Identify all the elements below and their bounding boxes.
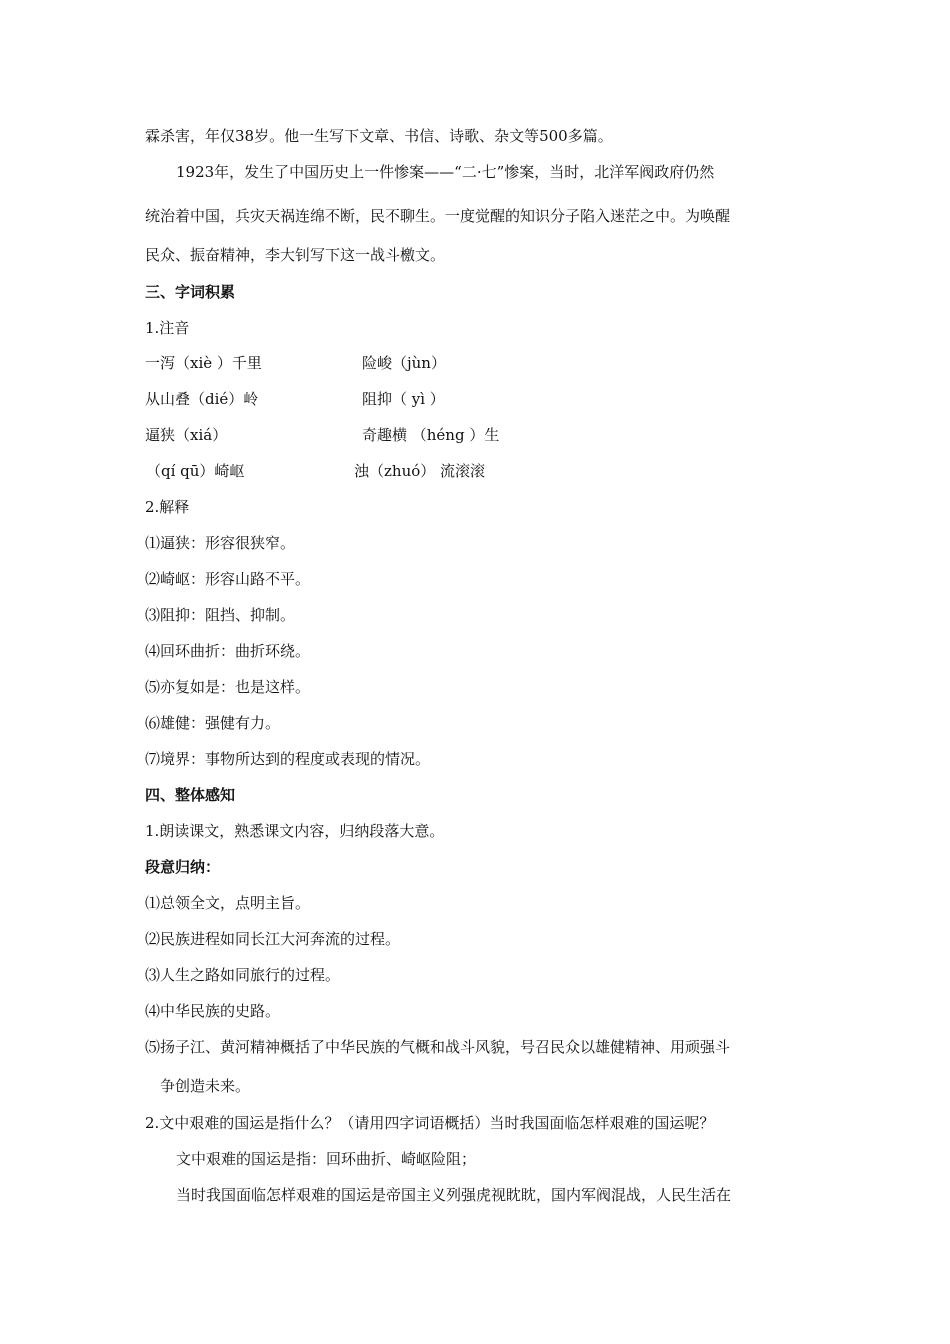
definition-item: ⑺境界：事物所达到的程度或表现的情况。 (145, 750, 431, 768)
pinyin-item: 从山叠（dié）岭 (145, 390, 259, 408)
definition-item: ⑶阻抑：阻挡、抑制。 (145, 606, 296, 624)
pinyin-item: 奇趣横 （héng ）生 (362, 426, 500, 444)
definition-item: ⑹雄健：强健有力。 (145, 714, 281, 732)
section-heading-vocabulary: 三、字词积累 (145, 283, 236, 301)
summary-item: ⑷中华民族的史路。 (145, 1002, 281, 1020)
pinyin-item: 逼狭（xiá） (145, 426, 228, 444)
definition-item: ⑴逼狭：形容很狭窄。 (145, 534, 296, 552)
definition-item: ⑸亦复如是：也是这样。 (145, 678, 311, 696)
pinyin-item: 险峻（jùn） (362, 354, 446, 372)
answer-2-line-2: 当时我国面临怎样艰难的国运是帝国主义列强虎视眈眈，国内军阀混战，人民生活在 (176, 1186, 732, 1204)
subheading-explanation: 2.解释 (145, 498, 190, 516)
pinyin-item: （qí qū）崎岖 (146, 462, 245, 480)
background-paragraph-line-3: 民众、振奋精神，李大钊写下这一战斗檄文。 (145, 246, 446, 264)
bio-paragraph-line: 霖杀害，年仅38岁。他一生写下文章、书信、诗歌、杂文等500多篇。 (145, 127, 613, 145)
background-paragraph-line-2: 统治着中国，兵灾天祸连绵不断，民不聊生。一度觉醒的知识分子陷入迷茫之中。为唤醒 (145, 207, 731, 225)
pinyin-item: 阻抑（ yì ） (362, 390, 445, 408)
summary-item: ⑴总领全文，点明主旨。 (145, 894, 311, 912)
question-1: 1.朗读课文，熟悉课文内容，归纳段落大意。 (145, 822, 445, 840)
question-2: 2.文中艰难的国运是指什么？（请用四字词语概括）当时我国面临怎样艰难的国运呢？ (145, 1114, 715, 1132)
pinyin-item: 一泻（xiè ）千里 (145, 354, 262, 372)
subheading-pronunciation: 1.注音 (145, 319, 190, 337)
definition-item: ⑷回环曲折：曲折环绕。 (145, 642, 311, 660)
answer-2-line-1: 文中艰难的国运是指：回环曲折、崎岖险阻； (176, 1150, 477, 1168)
summary-item: ⑵民族进程如同长江大河奔流的过程。 (145, 930, 401, 948)
summary-item: ⑸扬子江、黄河精神概括了中华民族的气概和战斗风貌，号召民众以雄健精神、用顽强斗 (145, 1038, 731, 1056)
definition-item: ⑵崎岖：形容山路不平。 (145, 570, 311, 588)
summary-item: ⑶人生之路如同旅行的过程。 (145, 966, 341, 984)
pinyin-item: 浊（zhuó） 流滚滚 (354, 462, 486, 480)
summary-item-continuation: 争创造未来。 (160, 1077, 251, 1095)
background-paragraph-line-1: 1923年，发生了中国历史上一件惨案——“二·七”惨案，当时，北洋军阀政府仍然 (176, 163, 715, 181)
summary-heading: 段意归纳： (145, 858, 221, 876)
section-heading-overall: 四、整体感知 (145, 786, 236, 804)
